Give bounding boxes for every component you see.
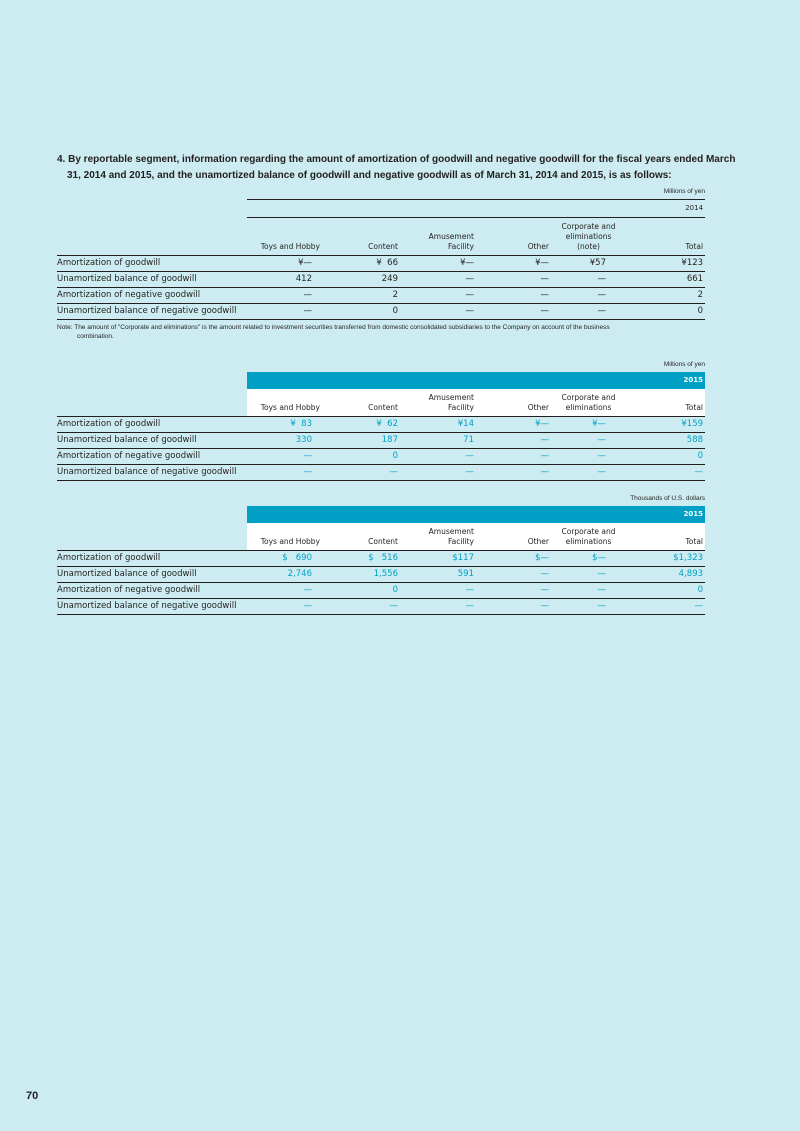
table-note [57,323,705,341]
column-header: Content [322,389,400,417]
table-cell: ¥— [551,417,628,433]
table-cell: $— [551,551,628,567]
row-label: Unamortized balance of negative goodwill [57,304,247,320]
table-cell: $ 690 [247,551,322,567]
year-header: 2015 [247,372,705,389]
table-cell: 661 [628,272,705,288]
table-cell: 2 [628,288,705,304]
table-cell: — [476,583,551,599]
table-row [57,567,705,583]
row-label: Amortization of goodwill [57,256,247,272]
table-cell: — [400,288,476,304]
table-cell: 0 [322,304,400,320]
table-row [57,551,705,567]
table-cell: — [551,599,628,615]
row-label: Amortization of goodwill [57,417,247,433]
table-cell: — [476,288,551,304]
unit-label: Millions of yen [663,188,705,195]
table-cell: 591 [400,567,476,583]
table-cell: — [628,599,705,615]
table-cell: — [476,599,551,615]
table-cell: — [322,599,400,615]
table-cell: — [476,465,551,481]
row-label: Amortization of goodwill [57,551,247,567]
table-cell: — [400,449,476,465]
page-number: 70 [26,1090,39,1102]
table-cell: 71 [400,433,476,449]
column-header: Toys and Hobby [260,242,320,251]
note-line-1: Note: The amount of "Corporate and eliminations" is the amount related to investment securities transferred from domestic consolidated subsidiaries to the Company on account of the business [57,324,610,331]
table-cell: — [247,599,322,615]
table-row [57,256,705,272]
row-label: Amortization of negative goodwill [57,449,247,465]
table-cell: — [247,304,322,320]
unit-label: Thousands of U.S. dollars [630,495,705,502]
row-label: Unamortized balance of goodwill [57,433,247,449]
table-cell: 0 [322,583,400,599]
table-cell: $ 516 [322,551,400,567]
table-row [57,417,705,433]
table-cell: — [400,599,476,615]
table-cell: — [476,449,551,465]
table [57,372,705,481]
section-heading [57,152,736,184]
column-header: Corporate and eliminations (note) [561,222,616,251]
table-row [57,465,705,481]
column-header: Total [628,523,705,551]
row-label: Amortization of negative goodwill [57,288,247,304]
row-label: Unamortized balance of goodwill [57,567,247,583]
table-cell: ¥14 [400,417,476,433]
table-cell: — [400,465,476,481]
table-cell: 1,556 [322,567,400,583]
table-cell: — [551,465,628,481]
column-header: Total [685,242,704,251]
note-line-2: combination. [77,333,114,340]
table-cell: 0 [628,449,705,465]
column-header: Toys and Hobby [247,389,322,417]
table-cell: $— [476,551,551,567]
table-row [57,433,705,449]
table-cell: ¥— [247,256,322,272]
goodwill-table-2015-yen [57,360,705,481]
table-row [57,304,705,320]
table-row [57,272,705,288]
table-cell: 187 [322,433,400,449]
column-header: Amusement Facility [428,232,474,251]
table-row [57,449,705,465]
table-cell: 0 [628,304,705,320]
column-header: Corporate and eliminations [551,389,628,417]
table-cell: ¥123 [628,256,705,272]
unit-label: Millions of yen [663,361,705,368]
table-cell: — [247,288,322,304]
table [57,199,705,320]
column-header-row [57,389,705,417]
column-header: Other [476,523,551,551]
goodwill-table-2014 [57,187,705,341]
table-cell: — [551,288,628,304]
table-cell: — [247,449,322,465]
table-row [57,583,705,599]
table-cell: 330 [247,433,322,449]
column-header: Other [527,242,549,251]
table [57,506,705,615]
column-header-row [57,218,705,256]
column-header: Content [368,242,398,251]
table-cell: ¥— [476,256,551,272]
table-cell: $1,323 [628,551,705,567]
table-cell: 2,746 [247,567,322,583]
table-cell: — [247,583,322,599]
table-cell: ¥— [400,256,476,272]
table-cell: ¥57 [551,256,628,272]
row-label: Unamortized balance of goodwill [57,272,247,288]
column-header: Total [628,389,705,417]
row-label: Amortization of negative goodwill [57,583,247,599]
row-label: Unamortized balance of negative goodwill [57,599,247,615]
table-cell: 249 [322,272,400,288]
table-cell: — [400,304,476,320]
table-cell: — [476,567,551,583]
table-cell: 4,893 [628,567,705,583]
table-cell: ¥ 83 [247,417,322,433]
table-cell: — [551,304,628,320]
row-label: Unamortized balance of negative goodwill [57,465,247,481]
table-cell: — [476,433,551,449]
table-cell: ¥ 62 [322,417,400,433]
column-header: Amusement Facility [400,523,476,551]
column-header: Content [322,523,400,551]
column-header: Other [476,389,551,417]
table-row [57,599,705,615]
table-cell: 412 [247,272,322,288]
table-cell: 588 [628,433,705,449]
table-cell: — [322,465,400,481]
table-cell: 0 [322,449,400,465]
table-cell: — [551,433,628,449]
table-cell: — [551,272,628,288]
heading-line-2: 31, 2014 and 2015, and the unamortized balance of goodwill and negative goodwill as of March 31, 2014 and 2015, is as follows: [67,170,672,181]
table-cell: ¥159 [628,417,705,433]
heading-line-1: 4. By reportable segment, information regarding the amount of amortization of goodwill and negative goodwill for the fiscal years ended March [57,154,736,165]
column-header: Corporate and eliminations [551,523,628,551]
column-header: Amusement Facility [400,389,476,417]
table-cell: $117 [400,551,476,567]
table-cell: — [476,304,551,320]
table-cell: — [551,567,628,583]
column-header: Toys and Hobby [247,523,322,551]
table-cell: ¥ 66 [322,256,400,272]
table-cell: ¥— [476,417,551,433]
year-header: 2014 [247,200,705,218]
table-cell: — [476,272,551,288]
table-cell: — [400,272,476,288]
table-cell: 2 [322,288,400,304]
table-cell: — [400,583,476,599]
table-cell: 0 [628,583,705,599]
goodwill-table-2015-usd [57,494,705,615]
column-header-row [57,523,705,551]
table-cell: — [551,449,628,465]
table-cell: — [247,465,322,481]
table-cell: — [628,465,705,481]
table-cell: — [551,583,628,599]
table-row [57,288,705,304]
year-header: 2015 [247,506,705,523]
